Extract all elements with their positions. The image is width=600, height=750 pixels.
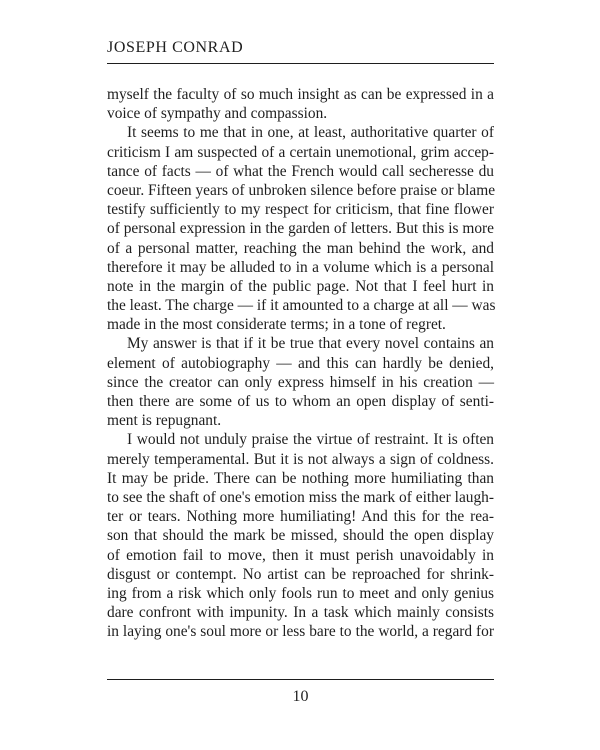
text-line: testify sufficiently to my respect for criticism, that fine flower	[107, 201, 494, 219]
text-line: of a personal matter, reaching the man behind the work, and	[107, 239, 494, 257]
text-line: disgust or contempt. No artist can be reproached for shrink-	[107, 565, 494, 583]
paragraph	[107, 85, 494, 123]
text-line: I would not unduly praise the virtue of restraint. It is often	[127, 431, 494, 449]
text-line: It may be pride. There can be nothing more humiliating than	[107, 469, 494, 487]
text-line: My answer is that if it be true that every novel contains an	[127, 335, 494, 353]
text-line: ter or tears. Nothing more humiliating! And this for the rea-	[107, 508, 494, 526]
text-line: tance of facts — of what the French would call secheresse du	[107, 162, 494, 180]
text-line: since the creator can only express himself in his creation —	[107, 373, 494, 391]
text-line: dare confront with impunity. In a task which mainly consists	[107, 604, 494, 622]
running-head: JOSEPH CONRAD	[107, 39, 244, 56]
text-line: myself the faculty of so much insight as can be expressed in a	[107, 86, 494, 103]
text-line: element of autobiography — and this can hardly be denied,	[107, 354, 494, 372]
header-rule	[107, 63, 494, 64]
text-line: ment is repugnant.	[107, 412, 222, 430]
text-line: of personal expression in the garden of letters. But this is more	[107, 220, 494, 238]
text-line: the least. The charge — if it amounted to a charge at all — was	[107, 297, 496, 315]
text-line: criticism I am suspected of a certain unemotional, grim accep-	[107, 143, 494, 161]
text-line: merely temperamental. But it is not always a sign of coldness.	[107, 450, 494, 468]
text-line: made in the most considerate terms; in a tone of regret.	[107, 316, 446, 334]
text-line: ing from a risk which only fools run to meet and only genius	[107, 584, 494, 602]
text-line: It seems to me that in one, at least, authoritative quarter of	[127, 124, 494, 142]
text-line: voice of sympathy and compassion.	[107, 105, 328, 123]
paragraph	[107, 123, 494, 334]
text-line: note in the margin of the public page. Not that I feel hurt in	[107, 277, 494, 295]
text-line: son that should the mark be missed, should the open display	[107, 527, 494, 545]
text-line: of emotion fail to move, then it must perish unavoidably in	[107, 546, 494, 564]
footer-rule	[107, 679, 494, 680]
text-line: in laying one's soul more or less bare to the world, a regard for	[107, 623, 494, 641]
paragraph	[107, 334, 494, 430]
text-line: therefore it may be alluded to in a volume which is a personal	[107, 258, 494, 276]
text-line: then there are some of us to whom an open display of senti-	[107, 393, 494, 410]
paragraph	[107, 430, 494, 641]
text-line: coeur. Fifteen years of unbroken silence before praise or blame	[107, 181, 496, 199]
body-text	[107, 85, 494, 641]
text-line: to see the shaft of one's emotion miss the mark of either laugh-	[107, 488, 494, 506]
page-number: 10	[292, 688, 309, 705]
